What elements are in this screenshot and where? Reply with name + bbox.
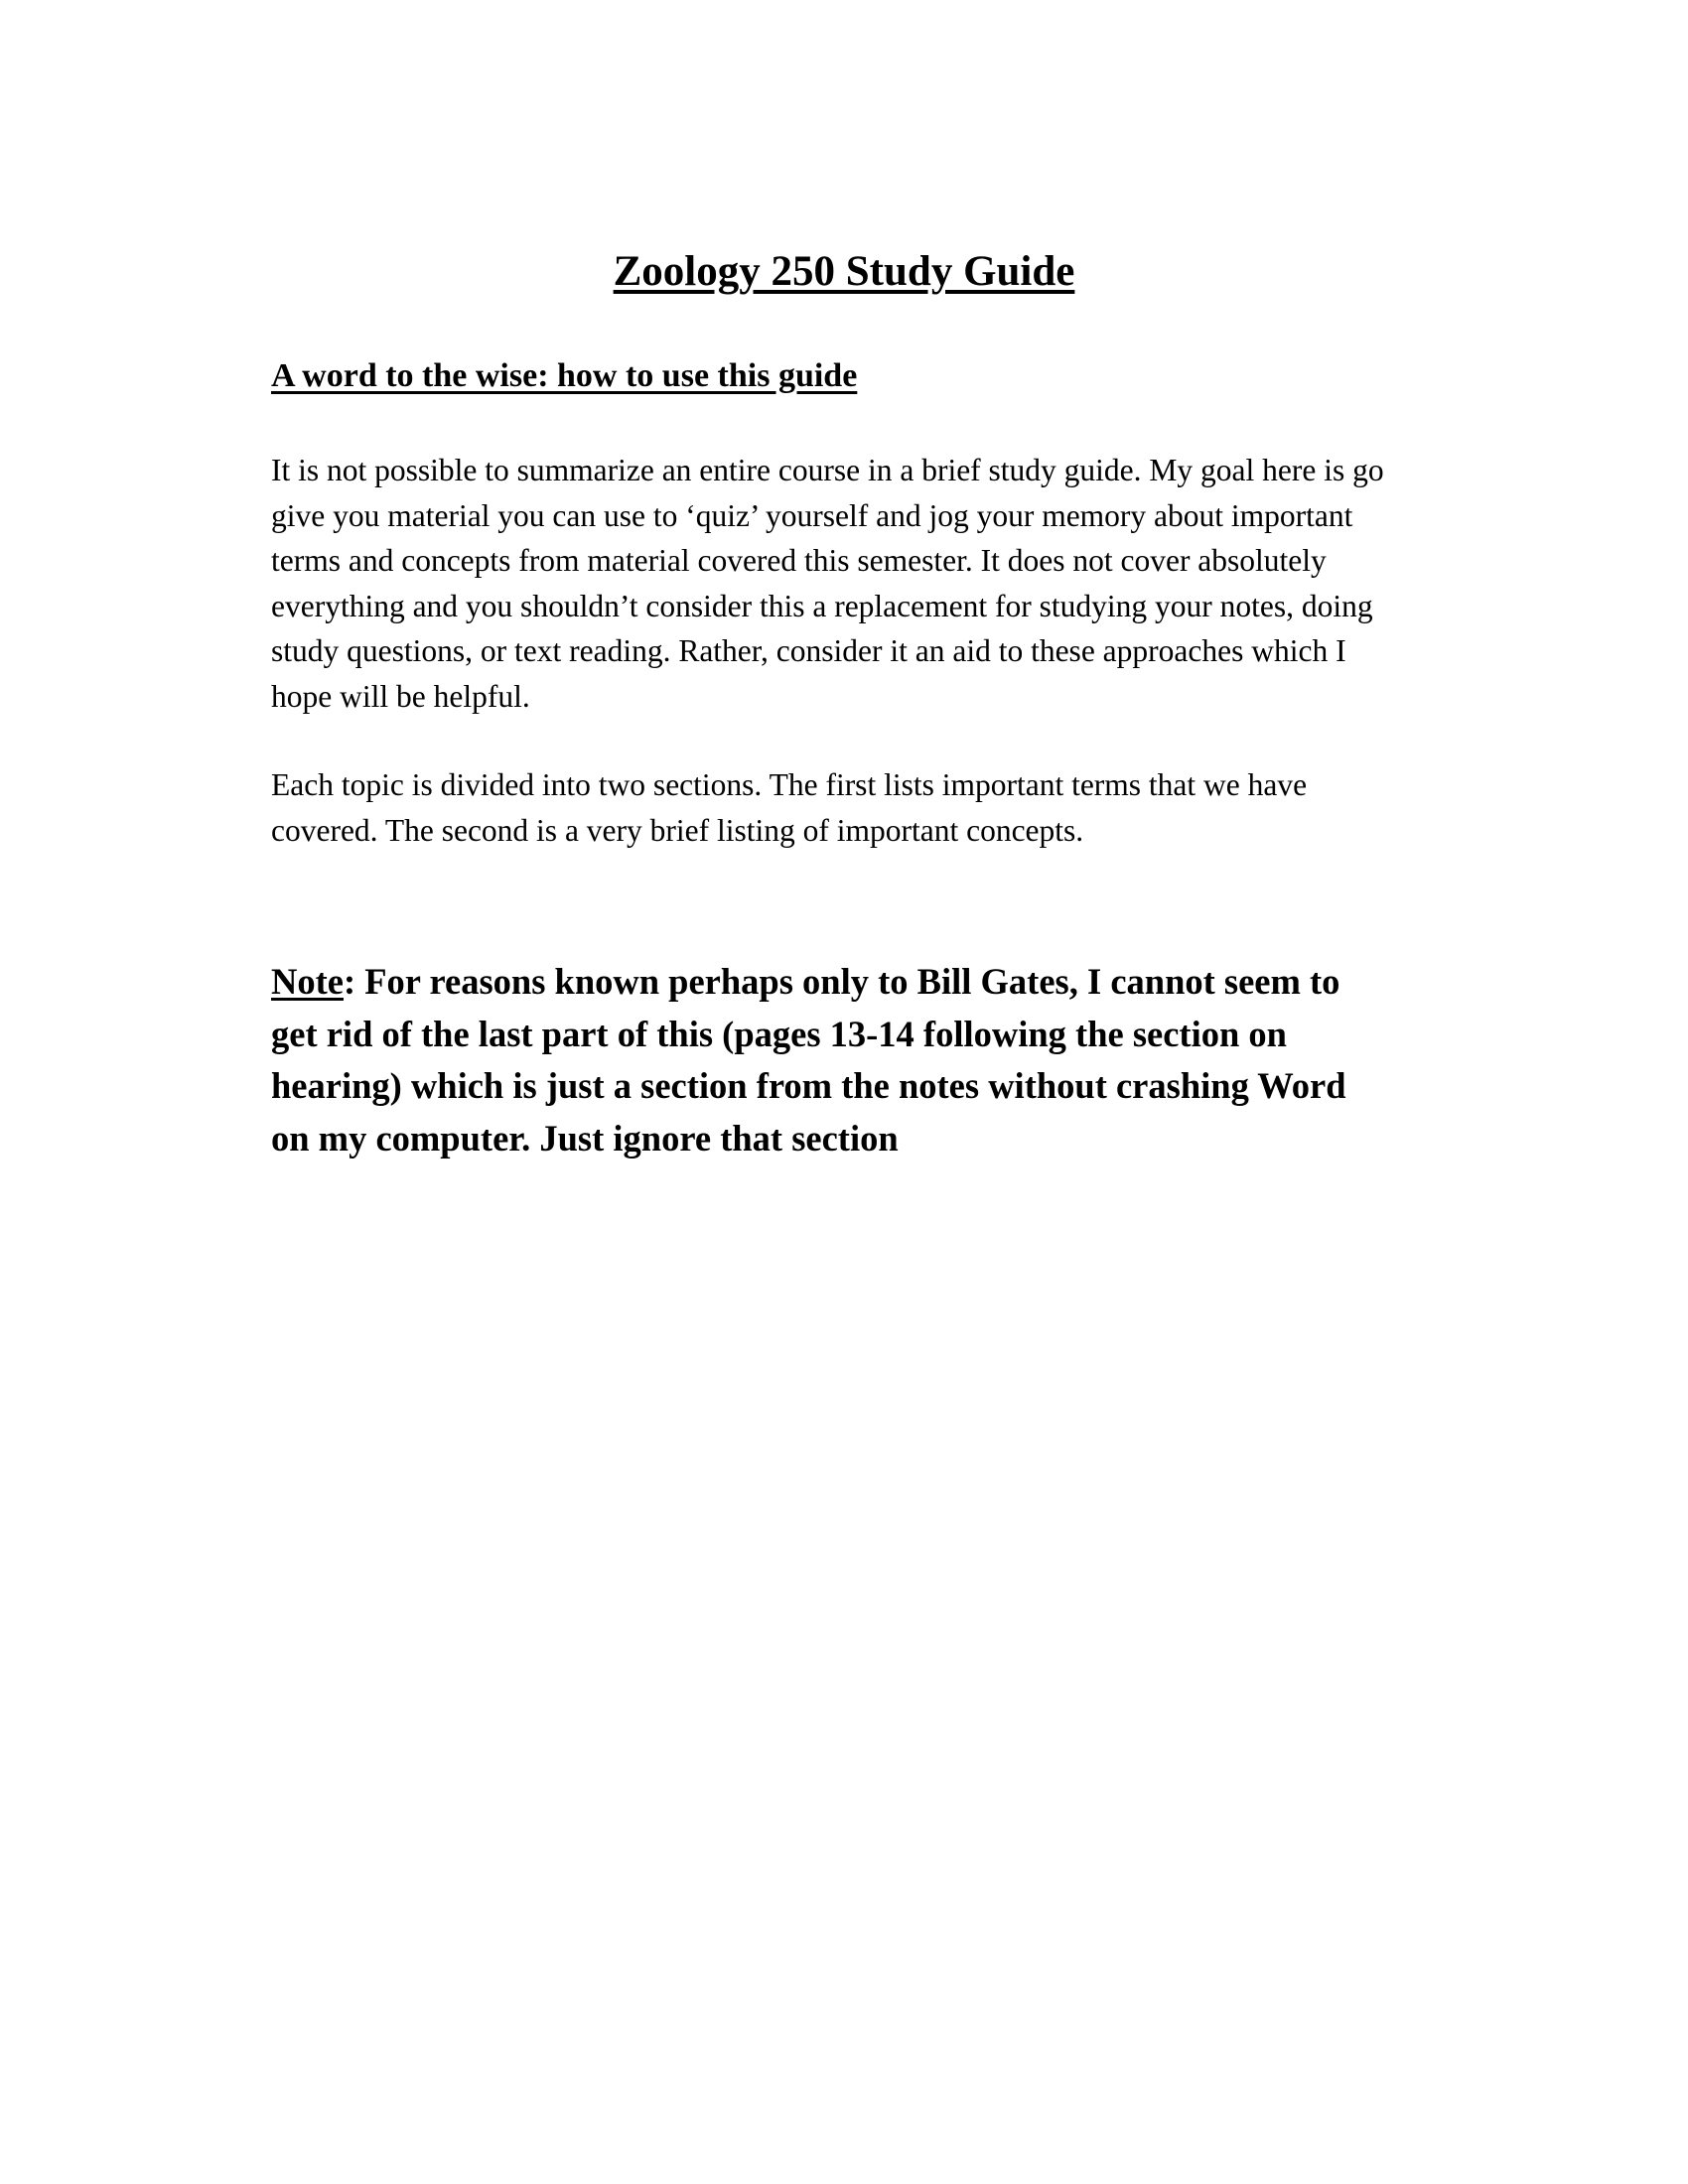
note-label: Note <box>271 961 344 1002</box>
note-first-line <box>271 956 1463 1009</box>
note-line: get rid of the last part of this (pages 13-14 following the section on <box>271 1013 1287 1054</box>
paragraph-line: covered. The second is a very brief listing of important concepts. <box>271 812 1084 848</box>
paragraph-line: It is not possible to summarize an entire course in a brief study guide. My goal here is go <box>271 453 1384 487</box>
document-title: Zoology 250 Study Guide <box>613 248 1075 295</box>
section-heading: A word to the wise: how to use this guide <box>271 357 858 394</box>
paragraph-line: study questions, or text reading. Rather, consider it an aid to these approaches which I <box>271 633 1346 668</box>
note-text: : For reasons known perhaps only to Bill Gates, I cannot seem to <box>343 961 1340 1002</box>
note-line: hearing) which is just a section from the notes without crashing Word <box>271 1065 1346 1106</box>
intro-paragraph <box>271 448 1443 719</box>
sections-paragraph <box>271 762 1443 853</box>
paragraph-line: everything and you shouldn’t consider this a replacement for studying your notes, doing <box>271 588 1373 623</box>
paragraph-line: give you material you can use to ‘quiz’ yourself and jog your memory about important <box>271 497 1353 533</box>
paragraph-line: hope will be helpful. <box>271 678 530 714</box>
note-line: on my computer. Just ignore that section <box>271 1117 899 1159</box>
note-block <box>271 956 1463 1164</box>
paragraph-line: terms and concepts from material covered this semester. It does not cover absolutely <box>271 543 1327 578</box>
paragraph-line: Each topic is divided into two sections. The first lists important terms that we have <box>271 767 1308 802</box>
